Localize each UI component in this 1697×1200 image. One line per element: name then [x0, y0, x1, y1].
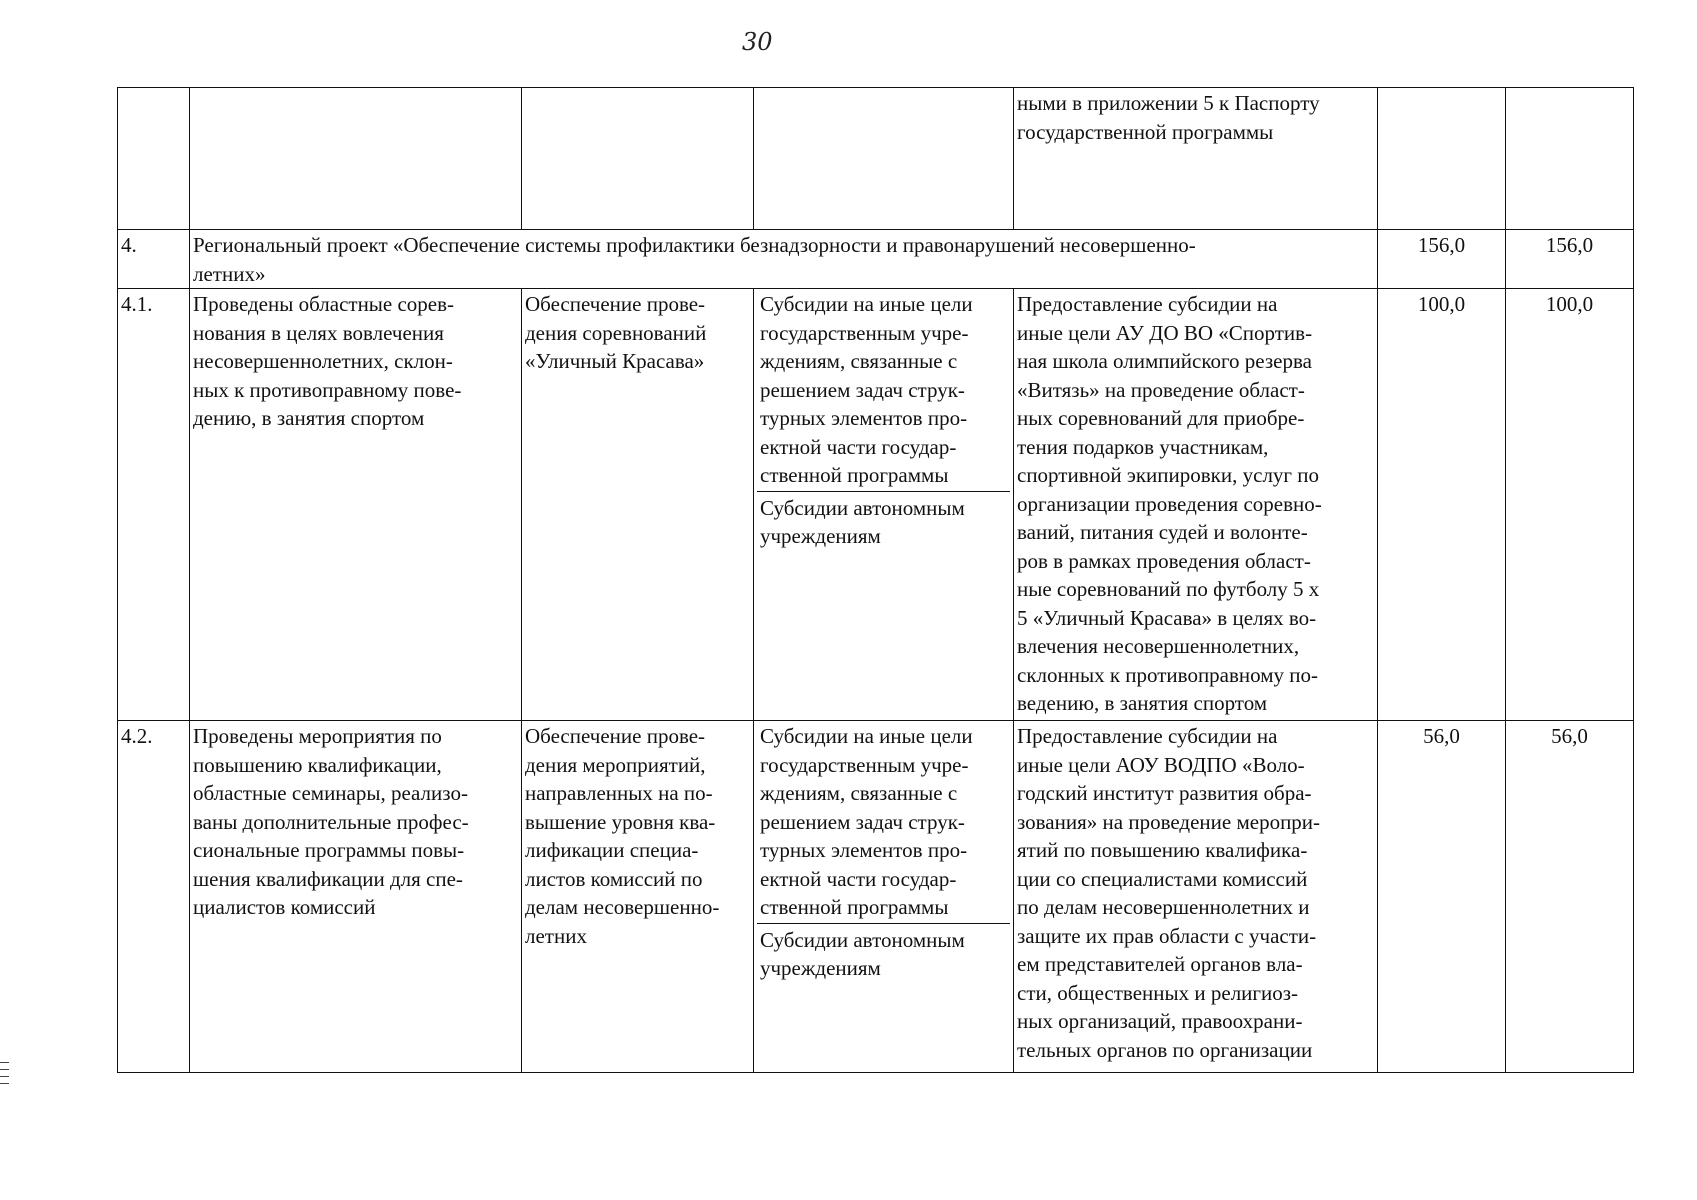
subsidy-recipient: Субсидии автономным учреждениям: [760, 927, 965, 980]
amount-1: 100,0: [1378, 289, 1506, 721]
table-cell: [190, 88, 522, 230]
table-row: [118, 721, 1634, 1073]
subsidy-type: Субсидии на иные цели государственным учре- ждениям, связанные с решением задач струк- турных элементов про- ектной части государ- ственной программы: [757, 290, 1010, 492]
row-number: 4.1.: [118, 289, 190, 721]
budget-table: [117, 87, 1634, 1073]
measure-cell: Обеспечение прове- дения мероприятий, направленных на по- вышение уровня ква- лификации специа- листов комиссий по делам несовершенно- летних: [522, 721, 754, 1073]
table-cell: [118, 88, 190, 230]
amount-2: 56,0: [1506, 721, 1634, 1073]
result-cell: Проведены мероприятия по повышению квалификации, областные семинары, реализо- ваны дополнительные профес- сиональные программы повы- шения квалификации для спе- циалистов комиссий: [190, 721, 522, 1073]
amount-2: 156,0: [1506, 230, 1634, 289]
description-cell: Предоставление субсидии на иные цели АУ ДО ВО «Спортив- ная школа олимпийского резерва «Витязь» на проведение област- ных соревнований для приобре- тения подарков участникам, спортивной экипировки, услуг по организации проведения соревно- ваний, питания судей и волонте- ров в рамках проведения област- ные соревнований по футболу 5 х 5 «Уличный Красава» в целях во- влечения несовершеннолетних, склонных к противоправному по- ведению, в занятия спортом: [1014, 289, 1378, 721]
continuation-row: [118, 88, 1634, 230]
table-row: [118, 289, 1634, 721]
project-row: [118, 230, 1634, 289]
project-title: Региональный проект «Обеспечение системы профилактики безнадзорности и правонарушений несовершенно- летних»: [190, 230, 1378, 289]
table-cell: [1506, 88, 1634, 230]
description-cell: Предоставление субсидии на иные цели АОУ ВОДПО «Воло- годский институт развития обра- зования» на проведение меропри- ятий по повышению квалифика- ции со специалистами комиссий по делам несовершеннолетних и защите их прав области с участи- ем представителей органов вла- сти, общественных и религиоз- ных организаций, правоохрани- тельных органов по организации: [1014, 721, 1378, 1073]
table-cell: [522, 88, 754, 230]
table-cell: [1378, 88, 1506, 230]
result-cell: Проведены областные сорев- нования в целях вовлечения несовершеннолетних, склон- ных к противоправному пове- дению, в занятия спортом: [190, 289, 522, 721]
page-number: 30: [742, 28, 773, 56]
subsidy-cell: [754, 721, 1014, 1073]
continuation-description: ными в приложении 5 к Паспорту государственной программы: [1014, 88, 1378, 230]
amount-1: 56,0: [1378, 721, 1506, 1073]
subsidy-recipient: Субсидии автономным учреждениям: [760, 495, 965, 548]
measure-cell: Обеспечение прове- дения соревнований «Уличный Красава»: [522, 289, 754, 721]
amount-1: 156,0: [1378, 230, 1506, 289]
amount-2: 100,0: [1506, 289, 1634, 721]
table-cell: [754, 88, 1014, 230]
row-number: 4.2.: [118, 721, 190, 1073]
subsidy-cell: [754, 289, 1014, 721]
subsidy-type: Субсидии на иные цели государственным учре- ждениям, связанные с решением задач струк- турных элементов про- ектной части государ- ственной программы: [757, 722, 1010, 924]
margin-marks: [0, 1062, 10, 1090]
row-number: 4.: [118, 230, 190, 289]
